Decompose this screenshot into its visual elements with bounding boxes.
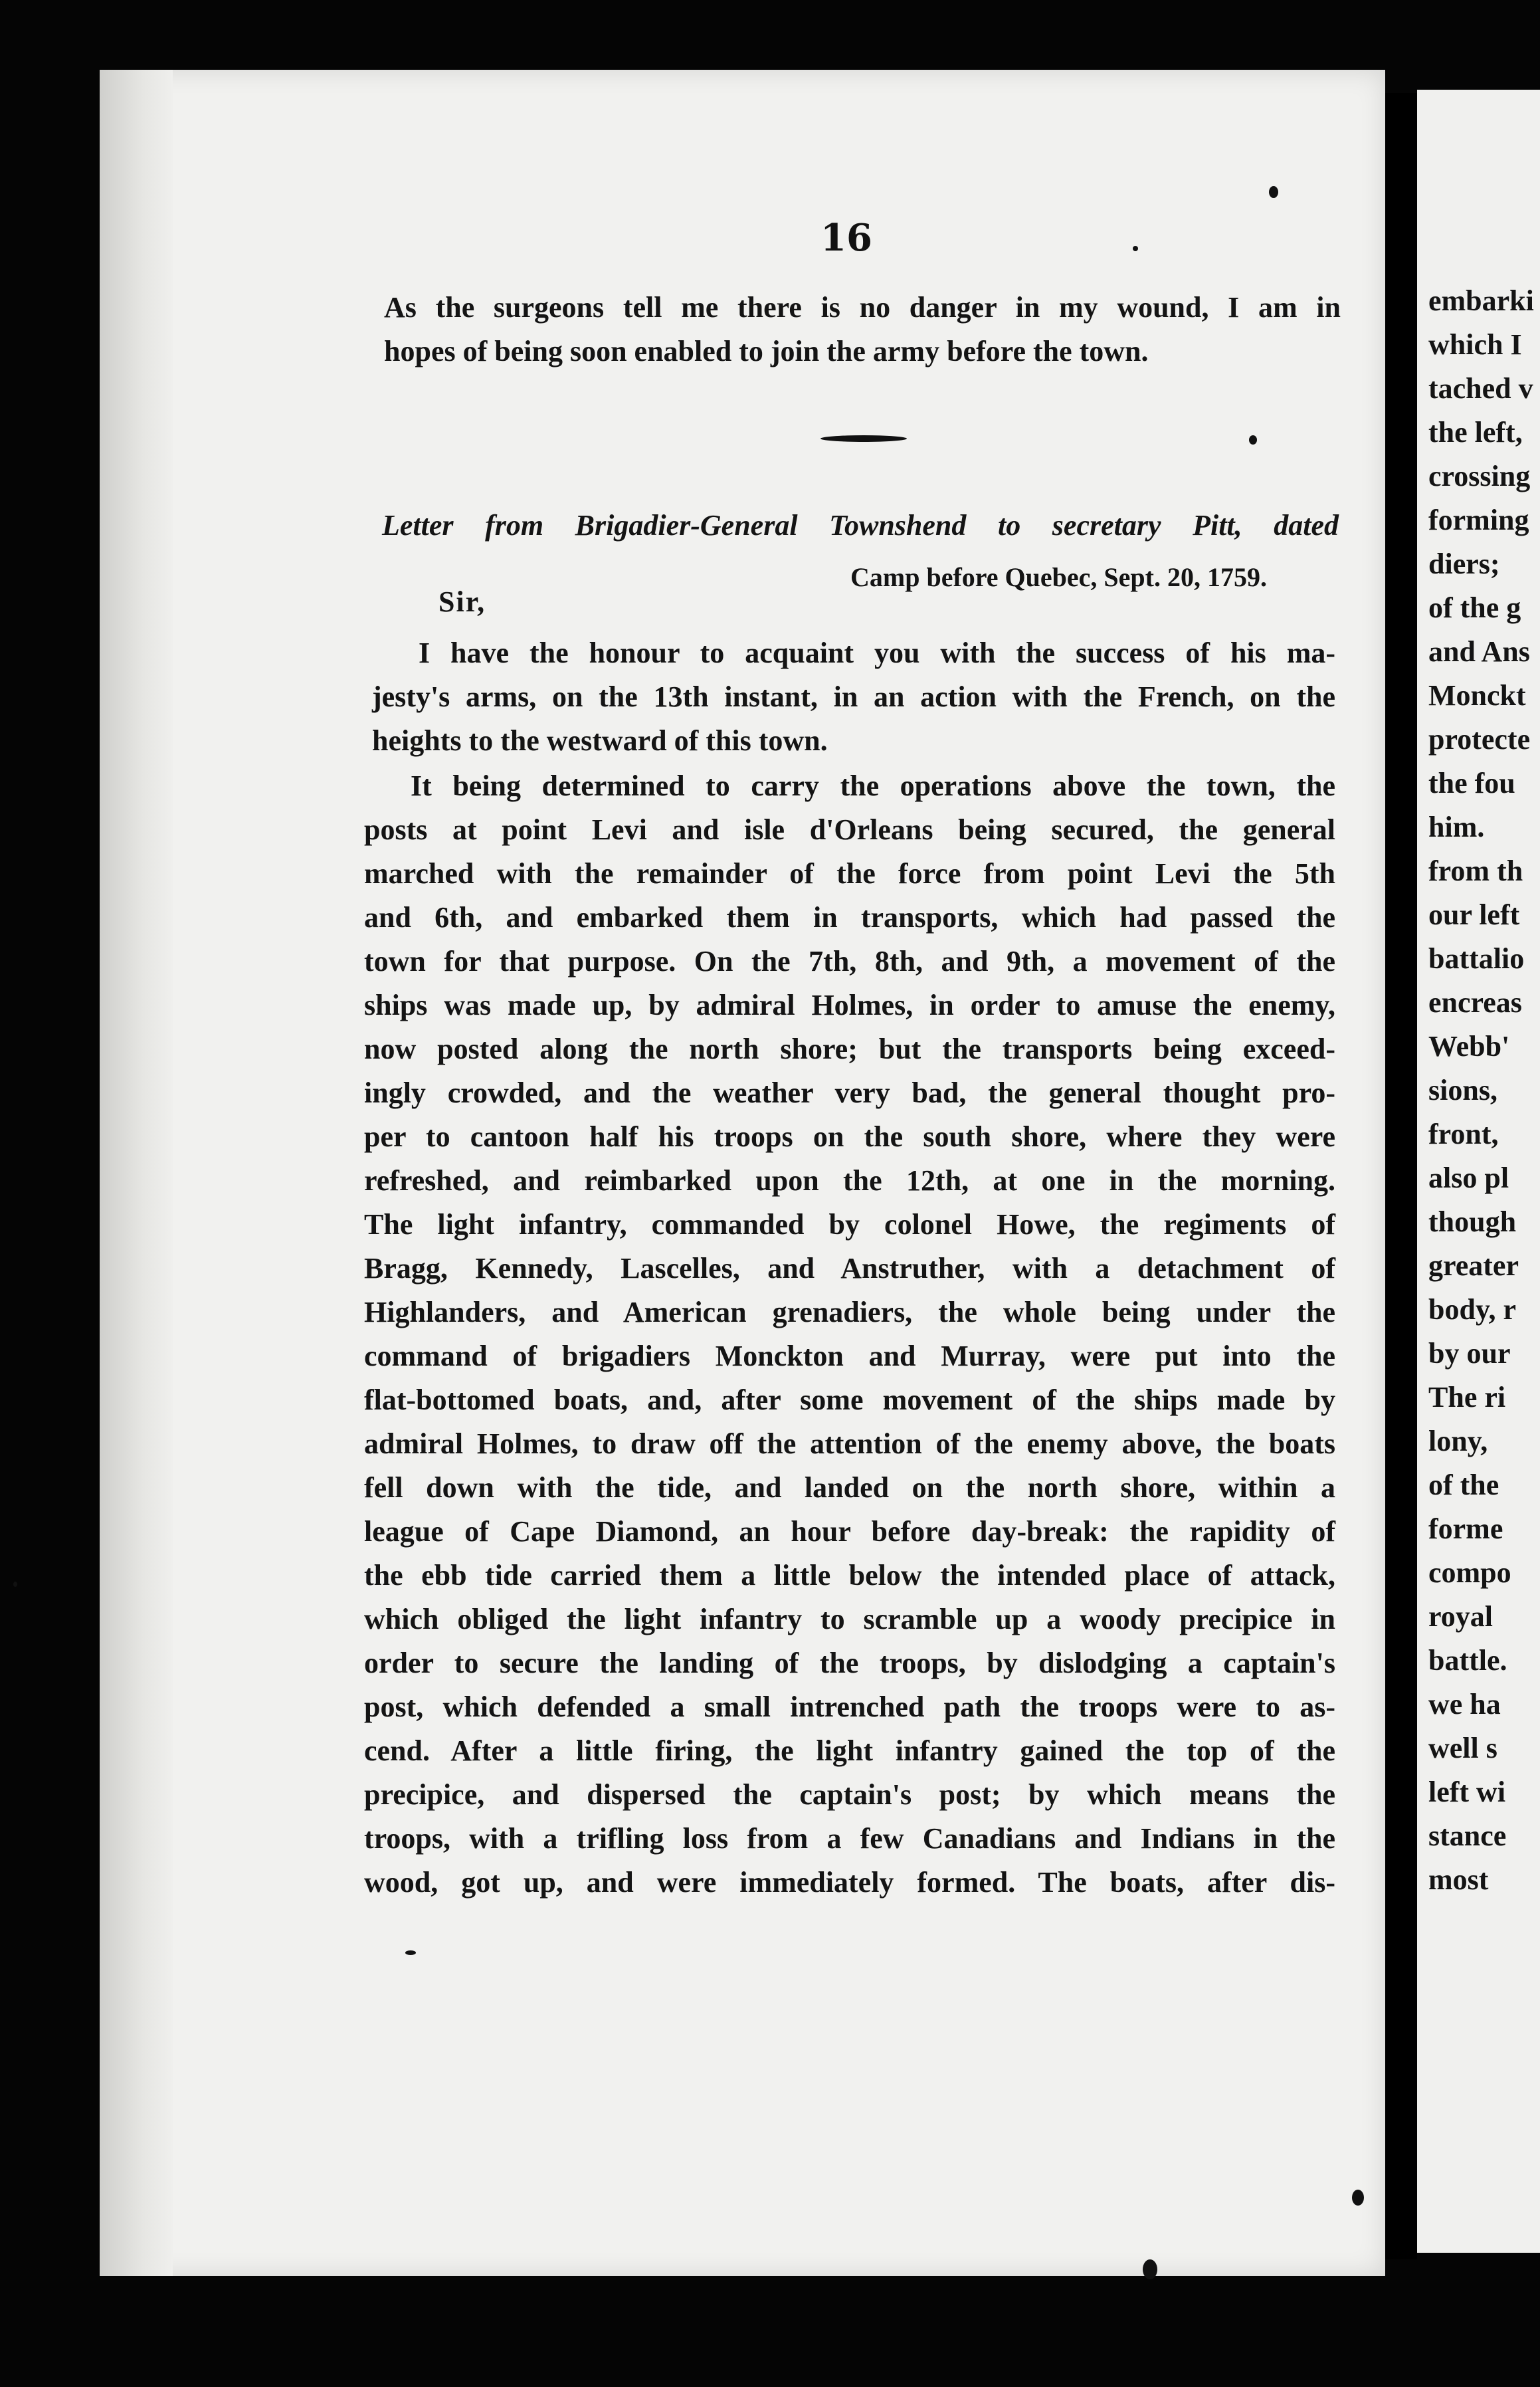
text-line: post, which defended a small intrenched path the troops were to as- — [364, 1691, 1335, 1723]
text-line: ships was made up, by admiral Holmes, in order to amuse the enemy, — [364, 989, 1335, 1021]
right-page-line: tached v — [1428, 372, 1533, 405]
text-line: the ebb tide carried them a little below the intended place of attack, — [364, 1559, 1335, 1592]
ink-speck — [1352, 2190, 1364, 2206]
text-line: posts at point Levi and isle d'Orleans being secured, the general — [364, 813, 1335, 846]
text-line: hopes of being soon enabled to join the army before the town. — [384, 335, 1149, 367]
right-page-line: embarki — [1428, 284, 1534, 317]
paragraph-3 — [364, 764, 1335, 1905]
ink-speck — [1143, 2259, 1157, 2279]
text-line: jesty's arms, on the 13th instant, in an action with the French, on the — [372, 680, 1335, 713]
right-page-line: most — [1428, 1863, 1489, 1896]
letter-dateline: Camp before Quebec, Sept. 20, 1759. — [850, 562, 1267, 592]
letter-salutation: Sir, — [438, 585, 486, 618]
page-edge-shadow — [100, 70, 173, 2276]
right-page-line: forme — [1428, 1512, 1503, 1545]
right-page-line: body, r — [1428, 1293, 1517, 1326]
text-line: I have the honour to acquaint you with the success of his ma- — [419, 637, 1335, 669]
right-page-line: protecte — [1428, 723, 1531, 756]
text-line: order to secure the landing of the troops, by dislodging a captain's — [364, 1647, 1335, 1679]
right-page-line: lony, — [1428, 1425, 1488, 1457]
right-page-line: The ri — [1428, 1381, 1506, 1413]
ink-speck — [1133, 246, 1138, 251]
text-line: Bragg, Kennedy, Lascelles, and Anstruther, with a detachment of — [364, 1252, 1335, 1285]
right-page-line: also pl — [1428, 1162, 1509, 1194]
paragraph-2 — [372, 631, 1335, 763]
ink-speck — [13, 1582, 17, 1587]
ink-speck — [405, 1950, 416, 1955]
right-page-line: front, — [1428, 1118, 1499, 1150]
right-page-line: the left, — [1428, 416, 1523, 449]
text-line: fell down with the tide, and landed on the north shore, within a — [364, 1471, 1335, 1504]
right-page-line: we ha — [1428, 1688, 1501, 1720]
right-page-line: greater — [1428, 1249, 1519, 1282]
text-line: Highlanders, and American grenadiers, the whole being under the — [364, 1296, 1335, 1328]
right-page-line: Webb' — [1428, 1030, 1510, 1063]
text-line: The light infantry, commanded by colonel Howe, the regiments of — [364, 1208, 1335, 1241]
text-line: troops, with a trifling loss from a few Canadians and Indians in the — [364, 1822, 1335, 1855]
text-line: cend. After a little firing, the light infantry gained the top of the — [364, 1734, 1335, 1767]
text-line: wood, got up, and were immediately formed. The boats, after dis- — [364, 1866, 1335, 1899]
right-page-line: which I — [1428, 328, 1522, 361]
right-page-line: battalio — [1428, 942, 1525, 975]
text-line: admiral Holmes, to draw off the attention of the enemy above, the boats — [364, 1427, 1335, 1460]
text-line: marched with the remainder of the force from point Levi the 5th — [364, 857, 1335, 890]
right-page-line: the fou — [1428, 767, 1515, 799]
text-line: precipice, and dispersed the captain's post; by which means the — [364, 1778, 1335, 1811]
text-line: which obliged the light infantry to scramble up a woody precipice in — [364, 1603, 1335, 1635]
ink-speck — [1269, 186, 1278, 198]
ink-speck — [1249, 435, 1257, 445]
page-number: 16 — [820, 216, 872, 260]
right-page-line: by our — [1428, 1337, 1511, 1370]
text-line: refreshed, and reimbarked upon the 12th, at one in the morning. — [364, 1164, 1335, 1197]
right-page-line: battle. — [1428, 1644, 1507, 1677]
text-line: It being determined to carry the operations above the town, the — [411, 770, 1335, 802]
right-page-line: left wi — [1428, 1776, 1506, 1808]
right-page-line: and Ans — [1428, 635, 1530, 668]
right-page-line: forming — [1428, 504, 1529, 536]
paragraph-1 — [384, 286, 1341, 373]
right-page-line: sions, — [1428, 1074, 1497, 1106]
text-line: per to cantoon half his troops on the south shore, where they were — [364, 1120, 1335, 1153]
book-gutter — [1385, 93, 1417, 2259]
right-page-line: diers; — [1428, 548, 1500, 580]
text-line: town for that purpose. On the 7th, 8th, and 9th, a movement of the — [364, 945, 1335, 978]
text-line: and 6th, and embarked them in transports, which had passed the — [364, 901, 1335, 934]
text-line: As the surgeons tell me there is no danger in my wound, I am in — [384, 291, 1341, 324]
right-page-line: of the — [1428, 1469, 1499, 1501]
right-page-line: crossing — [1428, 460, 1531, 492]
right-page-line: from th — [1428, 855, 1523, 887]
right-page-line: well s — [1428, 1732, 1497, 1764]
text-line: flat-bottomed boats, and, after some movement of the ships made by — [364, 1384, 1335, 1416]
right-page-line: stance — [1428, 1819, 1507, 1852]
right-page-line: encreas — [1428, 986, 1522, 1019]
right-page-line: our left — [1428, 898, 1520, 931]
right-page-line: though — [1428, 1205, 1517, 1238]
section-divider — [820, 435, 907, 442]
right-page-line: royal — [1428, 1600, 1493, 1633]
right-page-line: of the g — [1428, 591, 1521, 624]
text-line: league of Cape Diamond, an hour before day-break: the rapidity of — [364, 1515, 1335, 1548]
text-line: ingly crowded, and the weather very bad, the general thought pro- — [364, 1077, 1335, 1109]
right-page-line: compo — [1428, 1556, 1511, 1589]
right-page-line: Monckt — [1428, 679, 1526, 712]
letter-heading: Letter from Brigadier-General Townshend to secretary Pitt, dated — [382, 509, 1339, 542]
text-line: command of brigadiers Monckton and Murray, were put into the — [364, 1340, 1335, 1372]
text-line: now posted along the north shore; but the transports being exceed- — [364, 1033, 1335, 1065]
right-page-text — [1428, 279, 1540, 1902]
text-line: heights to the westward of this town. — [372, 724, 828, 757]
right-page-line: him. — [1428, 811, 1485, 843]
